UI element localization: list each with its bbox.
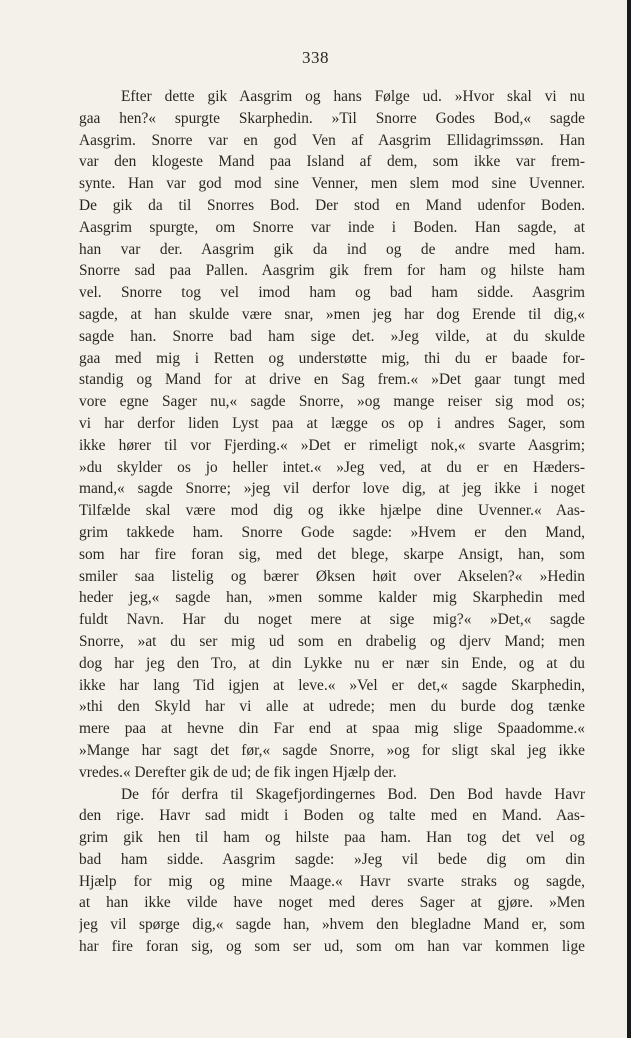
text-line: grim takkede ham. Snorre Gode sagde: »Hvem er den Mand, (79, 523, 585, 541)
text-line: fuldt Navn. Har du noget mere at sige mig?« »Det,« sagde (79, 611, 585, 629)
text-line: Aasgrim spurgte, om Snorre var inde i Boden. Han sagde, at (79, 218, 585, 236)
text-line: gaa hen?« spurgte Skarphedin. »Til Snorre Godes Bod,« sagde (79, 109, 585, 127)
text-line: at han ikke vilde have noget med deres Sager at gjøre. »Men (79, 894, 585, 912)
text-line: mand,« sagde Snorre; »jeg vil derfor love dig, at jeg ikke i noget (79, 480, 585, 498)
text-line: ikke hører til vor Fjerding.« »Det er rimeligt nok,« svarte Aasgrim; (79, 436, 585, 454)
text-line: »Mange har sagt det før,« sagde Snorre, »og for sligt skal jeg ikke (79, 741, 585, 759)
text-line: har fire foran sig, og som ser ud, som om han var kommen lige (79, 938, 585, 956)
text-line: ikke har lang Tid igjen at leve.« »Vel er det,« sagde Skarphedin, (79, 676, 585, 694)
text-line: Snorre sad paa Pallen. Aasgrim gik frem for ham og hilste ham (79, 262, 585, 280)
text-line: standig og Mand for at drive en Sag frem.« »Det gaar tungt med (79, 371, 585, 389)
text-line: han var der. Aasgrim gik da ind og de andre med ham. (79, 240, 585, 258)
text-line: »thi den Skyld har vi alle at udrede; men du burde dog tænke (79, 698, 585, 716)
text-line: synte. Han var god mod sine Venner, men slem mod sine Uvenner. (79, 175, 585, 193)
text-line: grim gik hen til ham og hilste paa ham. Han tog det vel og (79, 829, 585, 847)
text-line: vredes.« Derefter gik de ud; de fik ingen Hjælp der. (79, 763, 397, 781)
text-line: heder jeg,« sagde han, »men somme kalder mig Skarphedin med (79, 589, 585, 607)
page-edge (627, 0, 631, 1038)
text-line: dog har jeg den Tro, at din Lykke nu er nær sin Ende, og at du (79, 654, 585, 672)
text-line: den rige. Havr sad midt i Boden og talte med en Mand. Aas- (79, 807, 585, 825)
text-line: vore egne Sager nu,« sagde Snorre, »og mange reiser sig mod os; (79, 393, 585, 411)
text-line: gaa med mig i Retten og understøtte mig, thi du er baade for- (79, 349, 585, 367)
text-line: Tilfælde skal være mod dig og ikke hjælpe dine Uvenner.« Aas- (79, 502, 585, 520)
text-line: vel. Snorre tog vel imod ham og bad ham sidde. Aasgrim (79, 284, 585, 302)
text-line: som har fire foran sig, med det blege, skarpe Ansigt, han, som (79, 545, 585, 563)
text-line: smiler saa listelig og bærer Øksen høit over Akselen?« »Hedin (79, 567, 585, 585)
text-line: Efter dette gik Aasgrim og hans Følge ud. »Hvor skal vi nu (121, 88, 585, 105)
text-line: vi har derfor liden Lyst paa at lægge os op i andres Sager, som (79, 414, 585, 432)
text-line: sagde han. Snorre bad ham sige det. »Jeg vilde, at du skulde (79, 327, 585, 345)
text-line: »du skylder os jo heller intet.« »Jeg ved, at du er en Hæders- (79, 458, 585, 476)
text-line: sagde, at han skulde være snar, »men jeg har dog Erende til dig,« (79, 305, 585, 323)
text-line: De gik da til Snorres Bod. Der stod en Mand udenfor Boden. (79, 196, 585, 214)
text-line: mere paa at hevne din Far end at spaa mig slige Spaadomme.« (79, 720, 585, 738)
text-line: Aasgrim. Snorre var en god Ven af Aasgrim Ellidagrimssøn. Han (79, 131, 585, 149)
text-line: Snorre, »at du ser mig ud som en drabelig og djerv Mand; men (79, 632, 585, 650)
page-number: 338 (302, 48, 329, 67)
text-line: bad ham sidde. Aasgrim sagde: »Jeg vil bede dig om din (79, 850, 585, 868)
text-line: jeg vil spørge dig,« sagde han, »hvem den blegladne Mand er, som (79, 916, 585, 934)
text-line: var den klogeste Mand paa Island af dem, som ikke var frem- (79, 153, 585, 171)
text-line: Hjælp for mig og mine Maage.« Havr svarte straks og sagde, (79, 872, 585, 890)
text-line: De fór derfra til Skagefjordingernes Bod. Den Bod havde Havr (121, 785, 585, 803)
body-text (79, 86, 585, 958)
